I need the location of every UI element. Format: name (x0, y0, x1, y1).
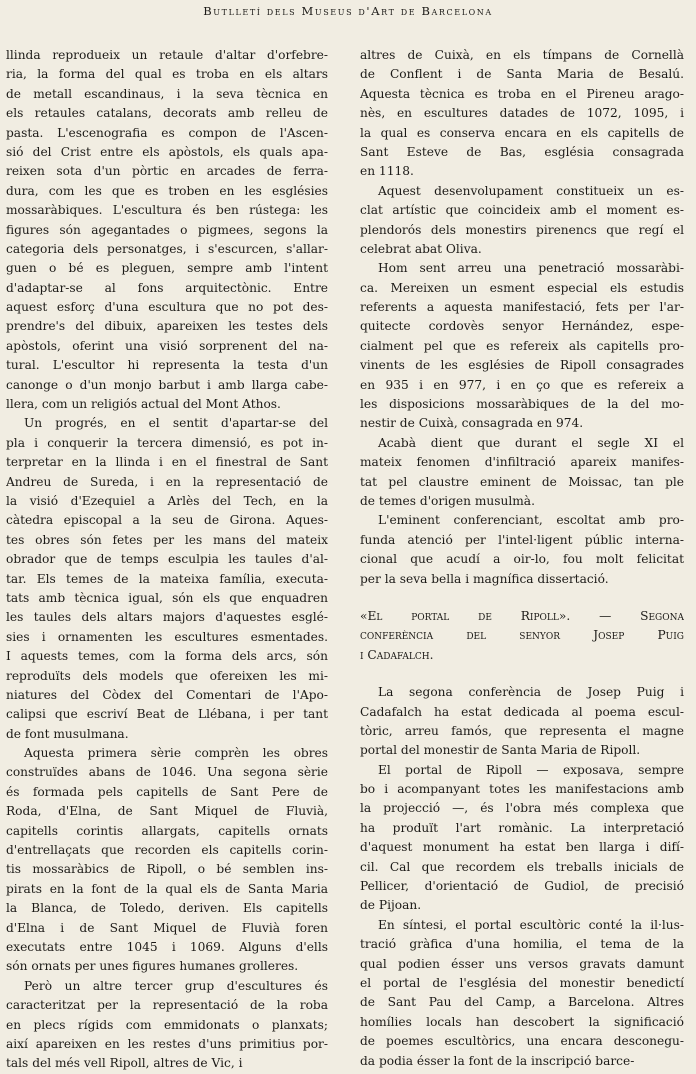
section-heading (360, 607, 684, 665)
text-line: els retaules catalans, decorats amb relleu de (6, 106, 328, 121)
text-line: referents a aquesta manifestació, fets per l'ar- (360, 300, 684, 315)
paragraph (360, 511, 684, 589)
text-line: nès, en escultures datades de 1072, 1095, i (360, 106, 684, 121)
text-line: la projecció —, és l'obra més complexa que (360, 801, 684, 816)
text-line: Sant Esteve de Bas, església consagrada (360, 144, 684, 159)
text-line: qual podien ésser uns versos gravats damunt (360, 956, 684, 971)
text-line: reproduïts dels models que ofereixen les mi- (6, 668, 328, 683)
text-line: pasta. L'escenografia es compon de l'Ascen- (6, 125, 328, 140)
text-line: L'eminent conferenciant, escoltat amb pro- (378, 513, 684, 528)
text-line: ca. Mereixen un esment especial els estudis (360, 280, 684, 295)
text-line: la Blanca, de Toledo, deriven. Els capitells (6, 901, 328, 916)
paragraph (360, 761, 684, 916)
paragraph (360, 182, 684, 260)
text-line: mateix fenomen d'infiltració apareix manifes- (360, 455, 684, 470)
text-line: homílies locals han descobert la significació (360, 1014, 684, 1029)
text-line: Acabà dient que durant el segle XI el (378, 435, 684, 450)
text-line: de Sant Pau del Camp, a Barcelona. Altres (360, 995, 684, 1010)
paragraph (360, 259, 684, 434)
text-line: pla i conquerir la tercera dimensió, es pot in- (6, 435, 328, 450)
text-line: Un progrés, en el sentit d'apartar-se del (24, 416, 328, 431)
text-line: canonge o d'un monjo barbut i amb llarga cabe- (6, 377, 328, 392)
text-line: capitells corintis allargats, capitells ornats (6, 823, 328, 838)
text-line: en plecs rígids com emmidonats o planxats; (6, 1017, 328, 1032)
text-line: sies i ornamenten les escultures esmentades. (6, 629, 328, 644)
text-line: funda atenció per l'intel·ligent públic interna- (360, 532, 684, 547)
text-line: tes obres són fetes per les mans del mateix (6, 532, 328, 547)
text-line: de Pijoan. (360, 898, 422, 913)
text-line: guen o bé es pleguen, sempre amb l'intent (6, 261, 328, 276)
text-line: da podia ésser la font de la inscripció barce- (360, 1053, 635, 1068)
text-line: clat artístic que coincideix amb el moment es- (360, 203, 684, 218)
text-line: niatures del Còdex del Comentari de l'Apo- (6, 687, 328, 702)
text-line: reixen sota d'un pòrtic en arcades de ferra- (6, 164, 328, 179)
text-line: sió del Crist entre els apòstols, els quals apa- (6, 144, 328, 159)
text-line: conferència del senyor Josep Puig (360, 628, 684, 643)
text-line: és formada pels capitells de Sant Pere de (6, 784, 328, 799)
text-line: tural. L'escultor hi representa la testa d'un (6, 358, 328, 373)
paragraph (360, 683, 684, 761)
text-line: Pellicer, d'orientació de Gudiol, de precisió (360, 879, 684, 894)
text-line: apòstols, oferint una visió sorprenent del na- (6, 338, 328, 353)
text-line: són ornats per unes figures humanes grolleres. (6, 959, 299, 974)
text-line: d'Elna i de Sant Miquel de Fluvià foren (6, 920, 328, 935)
text-line: llera, com un religiós actual del Mont Athos. (6, 397, 281, 412)
text-line: de temes d'origen musulmà. (360, 493, 535, 508)
text-line: calipsi que escriví Beat de Llébana, i per tant (6, 707, 328, 722)
text-line: vinents de les esglésies de Ripoll consagrades (360, 358, 684, 373)
paragraph (6, 744, 328, 977)
text-line: construïdes abans de 1046. Una segona sèrie (6, 765, 328, 780)
text-line: de Conflent i de Santa Maria de Besalú. (360, 67, 684, 82)
text-line: d'adaptar-se al fons arquitectònic. Entre (6, 280, 328, 295)
text-line: Aquesta primera sèrie comprèn les obres (24, 746, 328, 761)
text-line: en 935 i en 977, i en ço que es refereix a (360, 377, 684, 392)
text-line: d'entrellaçats que recorden els capitells corin- (6, 843, 328, 858)
text-line: I aquests temes, com la forma dels arcs, són (6, 649, 328, 664)
text-line: les taules dels altars majors d'aquestes esglé- (6, 610, 328, 625)
text-line: així apareixen en les restes d'uns primitius por- (6, 1036, 328, 1051)
text-line: La segona conferència de Josep Puig i (378, 685, 684, 700)
text-line: Hom sent arreu una penetració mossaràbi- (378, 261, 684, 276)
text-line: llinda reprodueix un retaule d'altar d'orfebre- (6, 48, 328, 62)
paragraph (360, 434, 684, 512)
text-line: tals del més vell Ripoll, altres de Vic, i (6, 1056, 243, 1071)
text-line: en 1118. (360, 164, 414, 179)
paragraph (360, 46, 684, 182)
text-line: Cadafalch ha estat dedicada al poema escul- (360, 704, 684, 719)
text-line: figures són agegantades o pigmees, segons la (6, 222, 328, 237)
text-line: pirats en la font de la qual els de Santa Maria (6, 881, 328, 896)
text-line: «El portal de Ripoll». — Segona (360, 608, 684, 623)
text-line: i Cadafalch. (360, 647, 434, 662)
text-line: caracteritzat per la representació de la roba (6, 998, 328, 1013)
text-line: Però un altre tercer grup d'escultures és (24, 978, 328, 993)
text-line: tració gràfica d'una homilia, el tema de la (360, 937, 684, 952)
text-line: En síntesi, el portal escultòric conté la il·lus- (378, 917, 684, 932)
text-line: portal del monestir de Santa Maria de Ripoll. (360, 743, 641, 758)
paragraph (6, 977, 328, 1074)
right-column (360, 46, 684, 1071)
text-line: cil. Cal que recordem els treballs inicials de (360, 859, 684, 874)
text-line: prendre's del dibuix, apareixen les testes dels (6, 319, 328, 334)
text-line: tats amb tècnica igual, són els que enquadren (6, 590, 328, 605)
text-line: tis mossaràbics de Ripoll, o bé semblen ins- (6, 862, 328, 877)
text-line: altres de Cuixà, en els tímpans de Cornellà (360, 48, 684, 62)
text-line: quitecte cordovès senyor Hernández, espe- (360, 319, 684, 334)
text-line: categoria dels personatges, i s'escurcen, s'allar- (6, 241, 328, 256)
text-line: de metall escandinaus, i la seva tècnica en (6, 86, 328, 101)
text-line: de font musulmana. (6, 726, 129, 741)
text-line: dura, com les que es troben en les esglésies (6, 183, 328, 198)
text-line: les disposicions mossaràbiques de la del mo- (360, 397, 684, 412)
text-line: Andreu de Sureda, i en la representació de (6, 474, 328, 489)
text-line: Aquest desenvolupament constitueix un es- (378, 183, 684, 198)
text-line: aquest esforç d'una escultura que no pot des- (6, 300, 328, 315)
text-line: tòric, arreu famós, que representa el magne (360, 723, 684, 738)
left-column (6, 46, 328, 1074)
text-line: cialment pel que es refereix als capitells pro- (360, 338, 684, 353)
text-line: executats entre 1045 i 1069. Alguns d'ells (6, 939, 328, 954)
text-line: el portal de l'església del monestir benedictí (360, 975, 684, 990)
text-line: nestir de Cuixà, consagrada en 974. (360, 416, 584, 431)
text-line: tat pel claustre eminent de Moissac, tan ple (360, 474, 684, 489)
text-line: d'aquest monument ha estat ben llarga i difí- (360, 840, 684, 855)
paragraph (360, 916, 684, 1071)
text-line: celebrat abat Oliva. (360, 241, 482, 256)
running-header: Butlletí dels Museus d'Art de Barcelona (203, 4, 493, 18)
text-line: Aquesta tècnica es troba en el Pireneu arago- (360, 86, 684, 101)
text-line: per la seva bella i magnífica dissertació. (360, 571, 609, 586)
text-line: càtedra episcopal a la seu de Girona. Aques- (6, 513, 328, 528)
text-line: bo i acompanyant totes les manifestacions amb (360, 782, 684, 797)
text-line: tar. Els temes de la mateixa família, executa- (6, 571, 328, 586)
text-line: ria, la forma del qual es troba en els altars (6, 67, 328, 82)
text-line: de poemes escultòrics, una encara desconegu- (360, 1034, 684, 1049)
text-line: ha produït l'art romànic. La interpretació (360, 820, 684, 835)
paragraph (6, 46, 328, 414)
text-line: cional que acudí a oir-lo, fou molt felicitat (360, 552, 684, 567)
text-line: terpretar en la llinda i en el finestral de Sant (6, 455, 328, 470)
text-line: obrador que de temps esculpia les taules d'al- (6, 552, 328, 567)
text-line: mossaràbiques. L'escultura és ben rústega: les (6, 203, 328, 218)
text-line: El portal de Ripoll — exposava, sempre (378, 762, 684, 777)
text-line: la visió d'Ezequiel a Arlès del Tech, en la (6, 493, 328, 508)
text-line: plendorós dels monestirs pirenencs que regí el (360, 222, 684, 237)
text-line: Roda, d'Elna, de Sant Miquel de Fluvià, (6, 804, 328, 819)
paragraph (6, 414, 328, 744)
text-line: la qual es conserva encara en els capitells de (360, 125, 684, 140)
